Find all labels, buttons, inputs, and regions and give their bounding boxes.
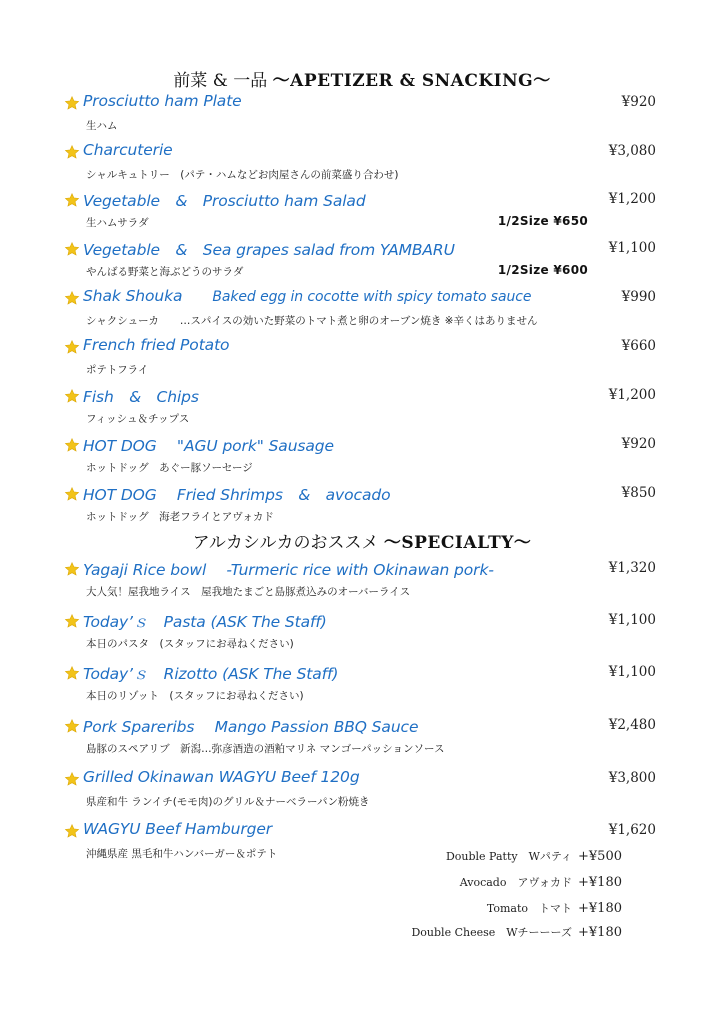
menu-item-description: シャクシューカ …スパイスの効いた野菜のトマト煮と卵のオーブン焼き ※辛くはありません [86,315,538,327]
burger-option-label: Double Patty Wパティ [445,850,573,863]
section-title-jp: 前菜 & 一品 [173,71,268,91]
menu-item [64,662,664,710]
star-icon [64,144,80,160]
burger-option-price: +¥180 [578,901,622,916]
menu-item-price: ¥1,100 [608,612,656,628]
half-size-price: 1/2Size ¥650 [497,214,588,228]
burger-option-price: +¥180 [578,875,622,890]
star-icon [64,339,80,355]
menu-item-price: ¥850 [621,485,656,501]
section-title-specialty [0,528,724,553]
menu-item-price: ¥3,800 [608,770,656,786]
menu-item-title: Today’ｓ Pasta (ASK The Staff) [83,613,327,631]
burger-option [446,848,622,864]
menu-item-name [83,92,242,110]
menu-item [64,483,664,531]
menu-item-description: ホットドッグ 海老フライとアヴォカド [86,511,274,523]
burger-option-label: Tomato トマト [486,902,573,915]
menu-item-title: Vegetable & Sea grapes salad from YAMBARU [83,241,455,259]
menu-item-price: ¥3,080 [608,143,656,159]
burger-option-label: Avocado アヴォカド [459,876,573,889]
menu-item-price: ¥920 [621,94,656,110]
menu-item-description: 沖縄県産 黒毛和牛ハンバーガー＆ポテト [86,848,278,860]
star-icon [64,192,80,208]
star-icon [64,437,80,453]
menu-item-description: シャルキュトリー (パテ・ハムなどお肉屋さんの前菜盛り合わせ) [86,169,399,181]
star-icon [64,613,80,629]
menu-item-title: Grilled Okinawan WAGYU Beef 120g [83,768,360,786]
menu-item-title: Pork Spareribs Mango Passion BBQ Sauce [83,718,419,736]
menu-item-title: WAGYU Beef Hamburger [83,820,273,838]
menu-item [64,189,664,237]
section-title-appetizer [0,66,724,91]
menu-item-subtitle: Baked egg in cocotte with spicy tomato sauce [212,289,532,305]
burger-option-label: Double Cheese Wチーーーズ [411,926,573,939]
star-icon [64,823,80,839]
menu-item-description: 生ハム [86,120,118,132]
menu-item-name [83,434,334,456]
star-icon [64,290,80,306]
menu-item-name [83,715,418,737]
menu-item-name [83,483,390,505]
menu-item-title: HOT DOG "AGU pork" Sausage [83,437,334,455]
menu-item-name [83,558,494,580]
menu-item-price: ¥990 [621,289,656,305]
menu-item-name [83,141,173,159]
menu-item-description: 本日のパスタ (スタッフにお尋ねください) [86,638,294,650]
half-size-price: 1/2Size ¥600 [497,263,588,277]
menu-item-description: やんばる野菜と海ぶどうのサラダ [86,266,244,278]
menu-item-title: Shak Shouka [83,287,183,305]
menu-item-title: Yagaji Rice bowl -Turmeric rice with Okinawan pork- [83,561,494,579]
star-icon [64,486,80,502]
menu-item-title: French fried Potato [83,336,230,354]
star-icon [64,241,80,257]
menu-item-name [83,238,455,260]
menu-item-name [83,189,366,211]
burger-option [487,900,622,916]
menu-item-description: ホットドッグ あぐー豚ソーセージ [86,462,253,474]
menu-item [64,558,664,606]
menu-item [64,715,664,763]
burger-option-price: +¥500 [578,849,622,864]
menu-item [64,287,664,335]
burger-option-price: +¥180 [578,925,622,940]
menu-item-price: ¥1,200 [608,191,656,207]
menu-item-price: ¥1,100 [608,664,656,680]
star-icon [64,718,80,734]
section-title-en: ～SPECIALTY～ [383,533,532,553]
menu-item-price: ¥1,320 [608,560,656,576]
menu-item [64,141,664,189]
menu-item-price: ¥1,620 [608,822,656,838]
menu-item-price: ¥660 [621,338,656,354]
menu-item-name [83,610,327,632]
menu-item-name [83,287,531,305]
menu-item-description: 大人気！屋我地ライス 屋我地たまごと島豚煮込みのオーバーライス [86,586,411,598]
menu-item-title: Vegetable & Prosciutto ham Salad [83,192,366,210]
menu-item-description: 県産和牛 ランイチ(モモ肉)のグリル＆ナーベラーパン粉焼き [86,796,370,808]
menu-item-description: ポテトフライ [86,364,149,376]
menu-item [64,610,664,658]
burger-option [411,924,622,940]
menu-item-name [83,768,360,786]
menu-item-description: 本日のリゾット (スタッフにお尋ねください) [86,690,304,702]
star-icon [64,665,80,681]
menu-item-price: ¥1,100 [608,240,656,256]
menu-item [64,238,664,286]
menu-item [64,768,664,816]
menu-item [64,336,664,384]
burger-option [460,874,622,890]
menu-item-title: Today’ｓ Rizotto (ASK The Staff) [83,665,339,683]
menu-item-price: ¥2,480 [608,717,656,733]
section-title-en: ～APETIZER & SNACKING～ [272,71,551,91]
menu-item [64,385,664,433]
menu-item-name [83,336,229,354]
star-icon [64,771,80,787]
section-title-jp: アルカシルカのおススメ [192,533,379,553]
menu-item-price: ¥1,200 [608,387,656,403]
menu-item-title: Prosciutto ham Plate [83,92,242,110]
menu-item-price: ¥920 [621,436,656,452]
menu-item-description: 島豚のスペアリブ 新潟…弥彦酒造の酒粕マリネ マンゴーパッションソース [86,743,445,755]
menu-item-description: 生ハムサラダ [86,217,149,229]
menu-item-title: HOT DOG Fried Shrimps & avocado [83,486,391,504]
menu-item-title: Charcuterie [83,141,173,159]
menu-item-description: フィッシュ＆チップス [86,413,190,425]
menu-item-name [83,385,199,407]
star-icon [64,388,80,404]
menu-item [64,434,664,482]
menu-item-title: Fish & Chips [83,388,199,406]
star-icon [64,561,80,577]
menu-item-name [83,820,272,838]
menu-item-name [83,662,338,684]
menu-item [64,92,664,140]
star-icon [64,95,80,111]
